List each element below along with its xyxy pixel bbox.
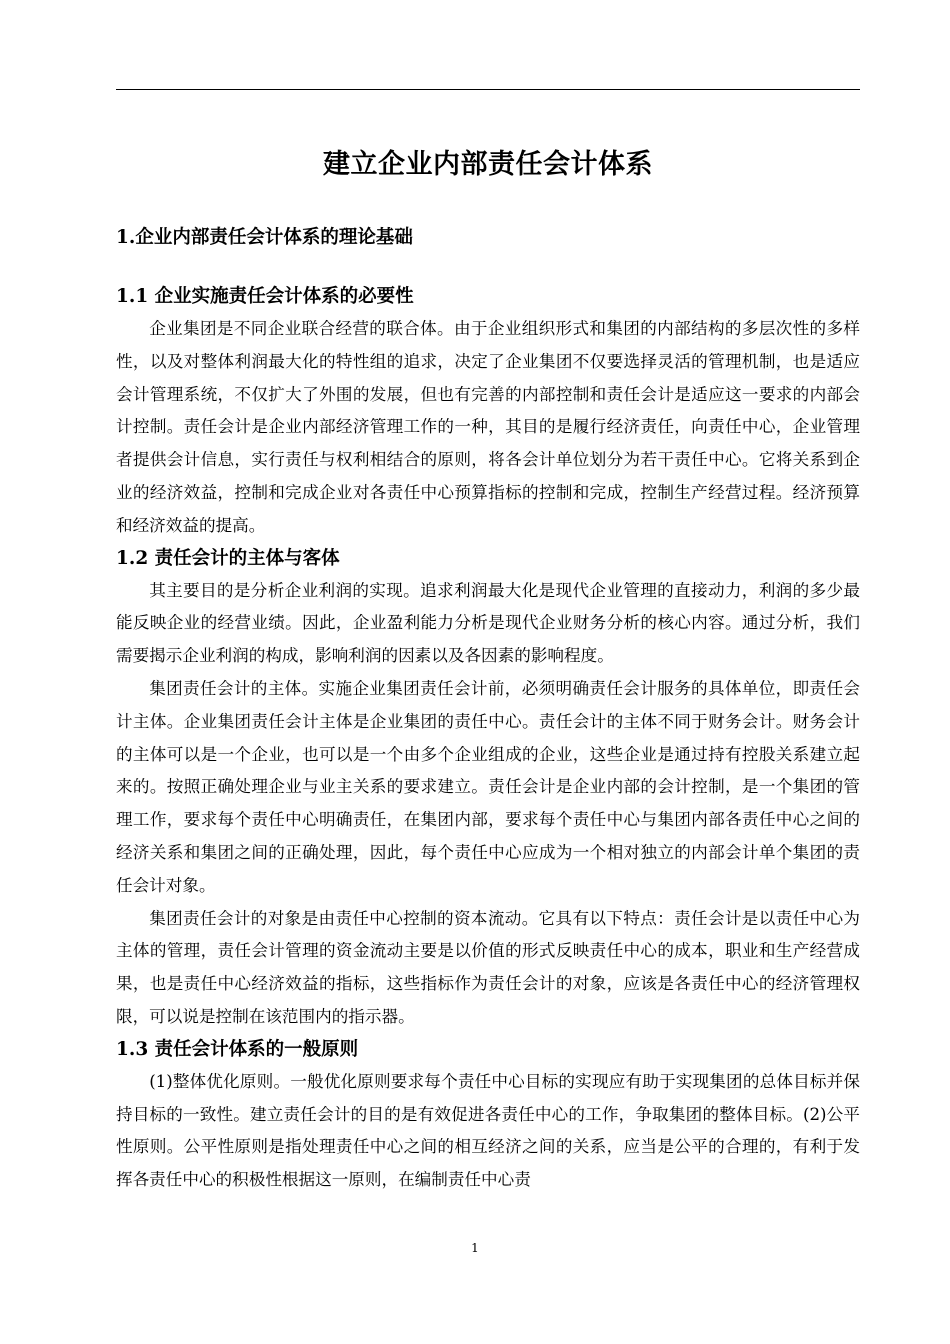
paragraph: 集团责任会计的对象是由责任中心控制的资本流动。它具有以下特点：责任会计是以责任中心为主体的管理，责任会计管理的资金流动主要是以价值的形式反映责任中心的成本，职业和生产经营成果，也是责任中心经济效益的指标，这些指标作为责任会计的对象，应该是各责任中心的经济管理权限，可以说是控制在该范围内的指示器。	[116, 908, 860, 1026]
paragraph: (1)整体优化原则。一般优化原则要求每个责任中心目标的实现应有助于实现集团的总体目标并保持目标的一致性。建立责任会计的目的是有效促进各责任中心的工作，争取集团的整体目标。(2)公平性原则。公平性原则是指处理责任中心之间的相互经济之间的关系，应当是公平的合理的，有利于发挥各责任中心的积极性根据这一原则，在编制责任中心责	[116, 1071, 860, 1190]
subsection-heading-1-1: 1.1 企业实施责任会计体系的必要性	[116, 286, 414, 307]
document-title: 建立企业内部责任会计体系	[323, 149, 653, 180]
subsection-heading-1-3: 1.3 责任会计体系的一般原则	[116, 1038, 359, 1060]
paragraph: 其主要目的是分析企业利润的实现。追求利润最大化是现代企业管理的直接动力，利润的多少最能反映企业的经营业绩。因此，企业盈利能力分析是现代企业财务分析的核心内容。通过分析，我们需要揭示企业利润的构成，影响利润的因素以及各因素的影响程度。	[116, 580, 860, 666]
paragraph: 集团责任会计的主体。实施企业集团责任会计前，必须明确责任会计服务的具体单位，即责任会计主体。企业集团责任会计主体是企业集团的责任中心。责任会计的主体不同于财务会计。财务会计的主体可以是一个企业，也可以是一个由多个企业组成的企业，这些企业是通过持有控股关系建立起来的。按照正确处理企业与业主关系的要求建立。责任会计是企业内部的会计控制，是一个集团的管理工作，要求每个责任中心明确责任，在集团内部，要求每个责任中心与集团内部各责任中心之间的经济关系和集团之间的正确处理，因此，每个责任中心应成为一个相对独立的内部会计单个集团的责任会计对象。	[116, 678, 860, 895]
section-heading-1: 1.企业内部责任会计体系的理论基础	[116, 227, 413, 248]
paragraph: 企业集团是不同企业联合经营的联合体。由于企业组织形式和集团的内部结构的多层次性的多样性，以及对整体利润最大化的特性组的追求，决定了企业集团不仅要选择灵活的管理机制，也是适应会计管理系统，不仅扩大了外围的发展，但也有完善的内部控制和责任会计是适应这一要求的内部会计控制。责任会计是企业内部经济管理工作的一种，其目的是履行经济责任，向责任中心，企业管理者提供会计信息，实行责任与权利相结合的原则，将各会计单位划分为若干责任中心。它将关系到企业的经济效益，控制和完成企业对各责任中心预算指标的控制和完成，控制生产经营过程。经济预算和经济效益的提高。	[116, 319, 860, 535]
page-number: 1	[471, 1241, 479, 1255]
subsection-heading-1-2: 1.2 责任会计的主体与客体	[116, 547, 340, 569]
document-body	[116, 140, 860, 1197]
header-rule	[116, 89, 860, 90]
